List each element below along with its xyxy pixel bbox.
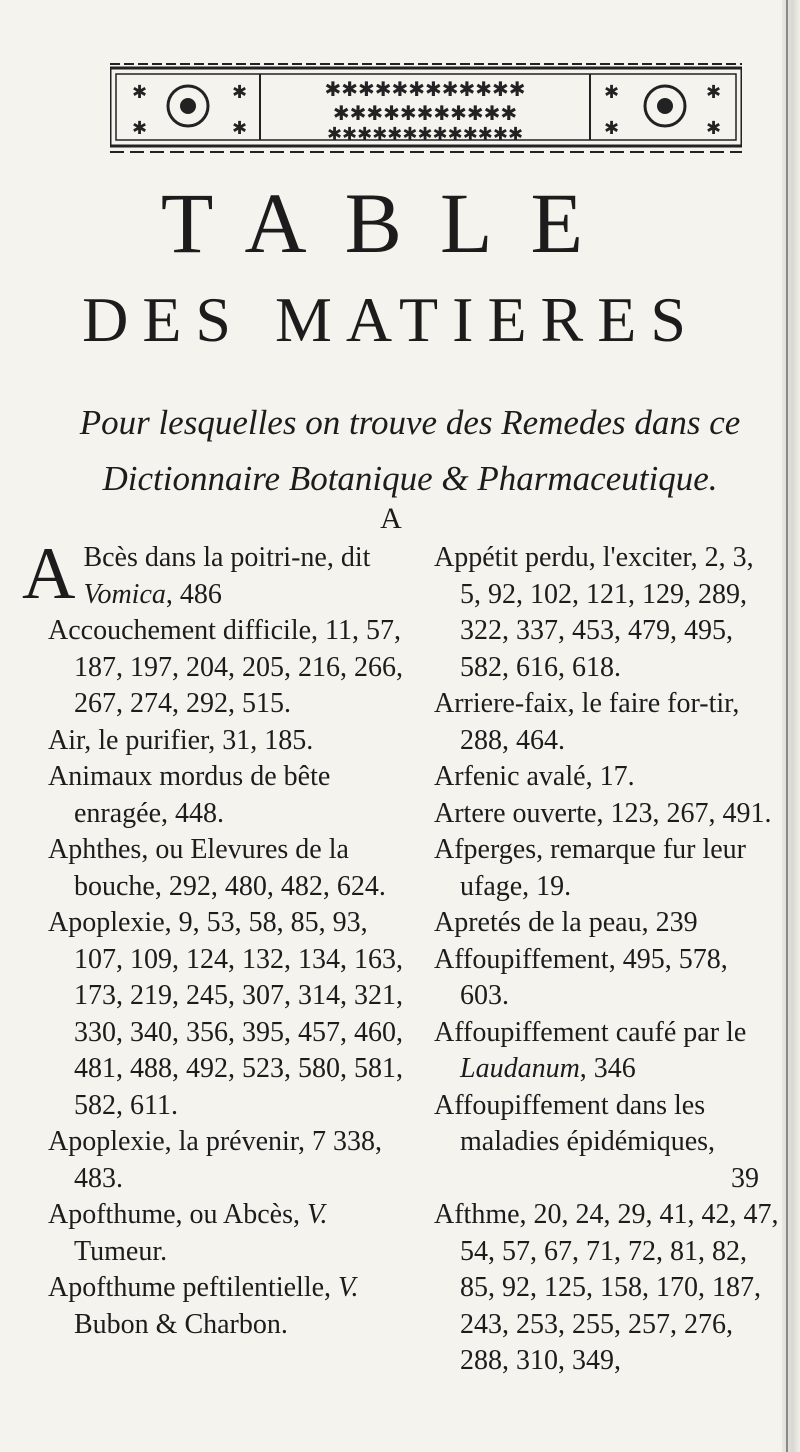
entry-text: Apofthume, ou Abcès,: [48, 1199, 307, 1230]
entry-text: Apofthume peftilentielle,: [48, 1272, 339, 1303]
entry-text: , 486: [165, 578, 222, 610]
index-entry: Apoplexie, la prévenir, 7 338, 483.: [48, 1126, 383, 1194]
right-column: [434, 540, 779, 1380]
svg-text:✱: ✱: [132, 82, 148, 103]
index-entry: Affoupiffement dans les maladies épidémiques,: [434, 1089, 716, 1157]
index-entry: Accouchement difficile, 11, 57, 187, 197, 204, 205, 216, 266, 267, 274, 292, 515.: [48, 615, 403, 719]
index-entry: Artere ouverte, 123, 267, 491.: [434, 797, 772, 829]
index-entry: Afperges, remarque fur leur ufage, 19.: [434, 834, 747, 902]
index-entry: Arriere-faix, le faire for-tir, 288, 464.: [434, 688, 740, 756]
index-entry: Appétit perdu, l'exciter, 2, 3, 5, 92, 102, 121, 129, 289, 322, 337, 453, 479, 495, 582, 616, 618.: [434, 542, 754, 683]
index-entry: Apretés de la peau, 239: [434, 907, 698, 938]
left-column: [22, 533, 408, 1343]
svg-text:✱: ✱: [706, 82, 722, 103]
svg-text:✱: ✱: [604, 118, 620, 139]
ornamental-header-band: [110, 60, 742, 164]
page-title: TABLE: [160, 175, 622, 271]
index-entry: Air, le purifier, 31, 185.: [48, 724, 314, 756]
entry-italic: Laudanum: [460, 1053, 580, 1084]
entry-italic: V.: [306, 1199, 328, 1230]
svg-text:✱: ✱: [706, 118, 722, 139]
entry-text: , 346: [579, 1053, 636, 1084]
index-entry: [48, 1270, 408, 1343]
svg-text:✱: ✱: [232, 118, 248, 139]
index-entry: Arfenic avalé, 17.: [434, 761, 635, 792]
svg-text:✱✱✱✱✱✱✱✱✱✱✱✱: ✱✱✱✱✱✱✱✱✱✱✱✱: [324, 77, 526, 101]
page-edge: [782, 0, 800, 1452]
entry-text: Bubon & Charbon.: [74, 1308, 288, 1340]
section-letter: A: [380, 502, 402, 535]
entry-italic: Vomica: [83, 578, 166, 610]
svg-text:✱✱✱✱✱✱✱✱✱✱✱✱✱: ✱✱✱✱✱✱✱✱✱✱✱✱✱: [326, 124, 524, 145]
ornament-svg: [110, 60, 742, 164]
index-entry: Apoplexie, 9, 53, 58, 85, 93, 107, 109, 124, 132, 134, 163, 173, 219, 245, 307, 314, 321, 330, 340, 356, 395, 457, 460, 481, 488, 492, 523, 580, 581, 582, 611.: [48, 907, 403, 1121]
entry-page-number: 39: [731, 1162, 759, 1194]
svg-text:✱: ✱: [132, 118, 148, 139]
index-entry: [434, 1015, 779, 1088]
entry-text: Affoupiffement caufé par le: [434, 1016, 747, 1048]
intro-text: Pour lesquelles on trouve des Remedes dans ce Dictionnaire Botanique & Pharmaceutique.: [79, 403, 741, 498]
index-entry: [48, 1197, 408, 1270]
entry-italic: V.: [338, 1272, 359, 1303]
index-entry: Affoupiffement, 495, 578, 603.: [434, 943, 728, 1011]
index-entry: Aphthes, ou Elevures de la bouche, 292, 480, 482, 624.: [48, 834, 386, 902]
entry-text: Tumeur.: [74, 1235, 168, 1267]
svg-text:✱: ✱: [232, 82, 248, 103]
entry-text: Bcès dans la poitri-ne, dit: [83, 542, 371, 573]
dropcap-letter: A: [22, 533, 76, 615]
index-entry: Animaux mordus de bête enragée, 448.: [48, 761, 331, 829]
index-entry: Afthme, 20, 24, 29, 41, 42, 47, 54, 57, 67, 71, 72, 81, 82, 85, 92, 125, 158, 170, 187, 243, 253, 255, 257, 276, 288, 310, 349,: [434, 1199, 779, 1376]
svg-text:✱: ✱: [604, 82, 620, 103]
index-entry: [22, 533, 408, 615]
page-subtitle: DES MATIERES: [82, 284, 700, 355]
svg-text:✱✱✱✱✱✱✱✱✱✱✱: ✱✱✱✱✱✱✱✱✱✱✱: [332, 101, 518, 125]
